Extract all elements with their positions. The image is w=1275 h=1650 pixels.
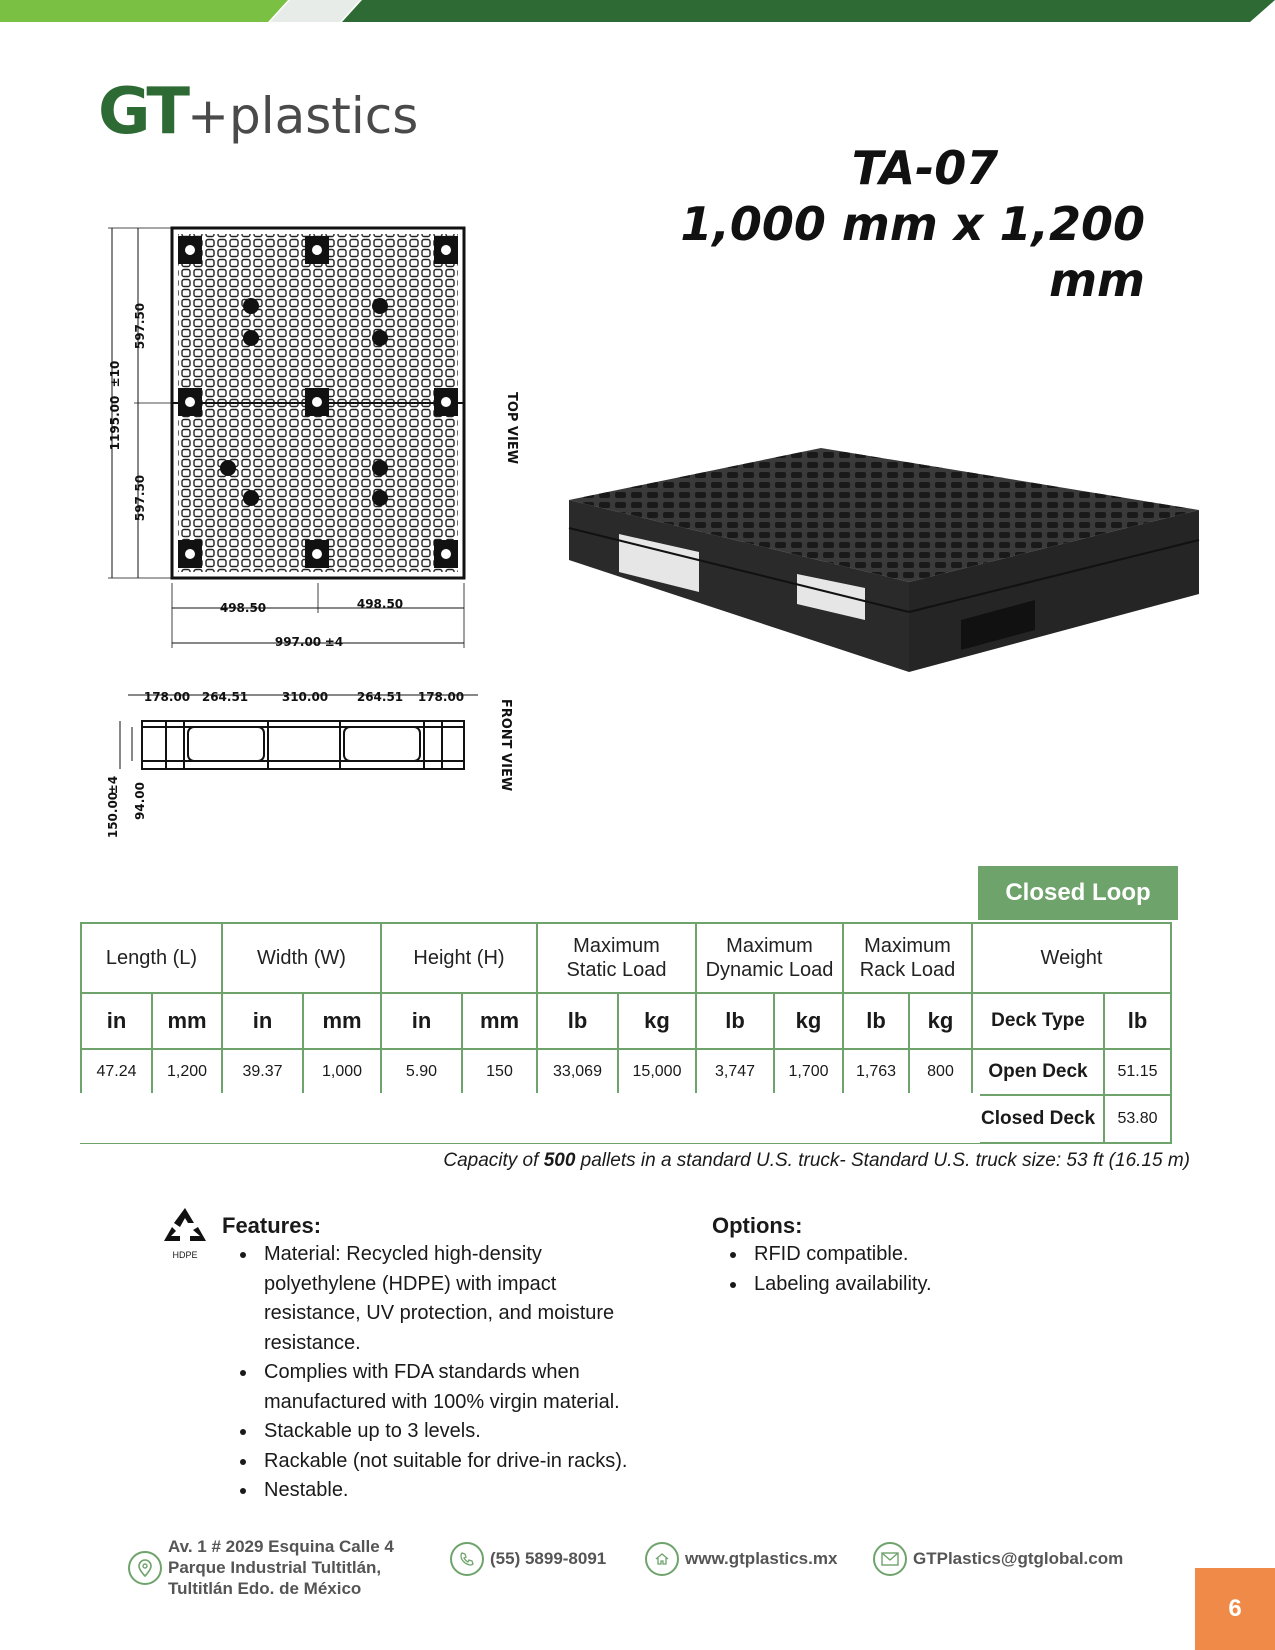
- unit-dynamic-kg: kg: [774, 993, 843, 1049]
- deck-weight-open: 51.15: [1104, 1049, 1171, 1095]
- header-rack-load: [843, 923, 972, 993]
- page-number: 6: [1195, 1568, 1275, 1650]
- table-value-row: [81, 1049, 1171, 1095]
- value-height-mm: 150: [462, 1049, 537, 1143]
- phone-icon: [450, 1542, 484, 1576]
- header-dynamic-load: [696, 923, 843, 993]
- header-rack-2: Rack Load: [859, 959, 956, 981]
- features-title: Features:: [222, 1213, 322, 1238]
- front-dim-3: 310.00: [281, 690, 329, 704]
- value-rack-kg: 800: [909, 1049, 972, 1143]
- header-weight: Weight: [972, 923, 1171, 993]
- header-length: Length (L): [81, 923, 222, 993]
- unit-rack-kg: kg: [909, 993, 972, 1049]
- hdpe-label: HDPE: [172, 1250, 198, 1260]
- unit-weight-lb: lb: [1104, 993, 1171, 1049]
- dim-total-height: 1195.00: [108, 395, 122, 451]
- header-dynamic-1: Maximum: [726, 935, 813, 957]
- top-view-label: TOP VIEW: [504, 391, 519, 465]
- top-decorative-bar: [0, 0, 1275, 22]
- header-static-1: Maximum: [573, 935, 660, 957]
- value-static-kg: 15,000: [618, 1049, 696, 1143]
- value-dynamic-lb: 3,747: [696, 1049, 774, 1143]
- deck-weight-closed: 53.80: [1104, 1095, 1171, 1143]
- unit-height-mm: mm: [462, 993, 537, 1049]
- front-view-drawing: [106, 690, 548, 895]
- product-title: [585, 140, 1145, 308]
- value-rack-lb: 1,763: [843, 1049, 909, 1143]
- unit-length-in: in: [81, 993, 152, 1049]
- company-logo: [98, 75, 428, 160]
- product-size: 1,000 mm x 1,200 mm: [680, 197, 1145, 307]
- top-view-drawing: [108, 228, 548, 688]
- front-dim-height: 150.00: [106, 791, 120, 839]
- deck-type-open: Open Deck: [972, 1049, 1104, 1095]
- features-list: [238, 1240, 658, 1506]
- list-item: • Complies with FDA standards when manufactured with 100% virgin material.: [258, 1358, 658, 1417]
- front-dim-5: 178.00: [417, 690, 465, 704]
- capacity-count: 500: [543, 1150, 576, 1171]
- unit-rack-lb: lb: [843, 993, 909, 1049]
- dim-half-width-left: 498.50: [219, 601, 267, 615]
- model-number: TA-07: [851, 141, 999, 195]
- table-mask: [78, 1093, 980, 1143]
- value-length-in: 47.24: [81, 1049, 152, 1143]
- dim-total-height-tol: ±10: [108, 360, 122, 388]
- dim-half-width-right: 498.50: [356, 597, 404, 611]
- capacity-note: [420, 1150, 1190, 1172]
- value-height-in: 5.90: [381, 1049, 462, 1143]
- recycle-hdpe-icon: [160, 1205, 210, 1261]
- value-width-mm: 1,000: [303, 1049, 381, 1143]
- email-link[interactable]: GTPlastics@gtglobal.com: [913, 1549, 1124, 1568]
- table-unit-row: [81, 993, 1171, 1049]
- footer-phone[interactable]: [450, 1542, 606, 1576]
- value-width-in: 39.37: [222, 1049, 303, 1143]
- header-dynamic-2: Dynamic Load: [705, 959, 834, 981]
- website-link[interactable]: www.gtplastics.mx: [685, 1549, 838, 1568]
- dim-half-height-top: 597.50: [133, 302, 147, 350]
- list-item: • RFID compatible.: [748, 1240, 1048, 1270]
- front-view-label: FRONT VIEW: [498, 698, 513, 792]
- header-height: Height (H): [381, 923, 537, 993]
- front-dim-4: 264.51: [356, 690, 404, 704]
- front-dim-inner-height: 94.00: [133, 782, 147, 820]
- unit-static-kg: kg: [618, 993, 696, 1049]
- value-static-lb: 33,069: [537, 1049, 618, 1143]
- unit-height-in: in: [381, 993, 462, 1049]
- unit-width-mm: mm: [303, 993, 381, 1049]
- phone-number[interactable]: (55) 5899-8091: [490, 1549, 607, 1568]
- footer-address: [128, 1536, 394, 1599]
- list-item: • Rackable (not suitable for drive-in racks).: [258, 1447, 658, 1477]
- unit-deck-type: Deck Type: [972, 993, 1104, 1049]
- list-item: • Material: Recycled high-density polyethylene (HDPE) with impact resistance, UV protection, and moisture resistance.: [258, 1240, 658, 1358]
- deck-type-closed: Closed Deck: [972, 1095, 1104, 1143]
- footer-email[interactable]: [873, 1542, 1123, 1576]
- logo-gt: GT: [98, 75, 188, 149]
- unit-dynamic-lb: lb: [696, 993, 774, 1049]
- capacity-post: pallets in a standard U.S. truck- Standard U.S. truck size: 53 ft (16.15 m): [580, 1150, 1190, 1171]
- front-dim-height-tol: ±4: [106, 775, 120, 795]
- unit-length-mm: mm: [152, 993, 222, 1049]
- unit-static-lb: lb: [537, 993, 618, 1049]
- options-list: [728, 1240, 1048, 1299]
- home-icon: [645, 1542, 679, 1576]
- list-item: • Stackable up to 3 levels.: [258, 1417, 658, 1447]
- dim-total-width: 997.00: [274, 635, 322, 649]
- closed-loop-header: Closed Loop: [978, 866, 1178, 920]
- front-dim-1: 178.00: [143, 690, 191, 704]
- logo-plastics: +plastics: [187, 87, 419, 145]
- dim-total-width-tol: ±4: [324, 635, 344, 649]
- capacity-pre: Capacity of: [443, 1150, 539, 1171]
- dim-half-height-bottom: 597.50: [133, 474, 147, 522]
- list-item: • Labeling availability.: [748, 1270, 1048, 1300]
- location-pin-icon: [128, 1551, 162, 1585]
- address-line-1: Av. 1 # 2029 Esquina Calle 4: [168, 1537, 394, 1556]
- options-title: Options:: [712, 1213, 803, 1238]
- header-rack-1: Maximum: [864, 935, 951, 957]
- address-line-2: Parque Industrial Tultitlán,: [168, 1558, 382, 1577]
- list-item: • Nestable.: [258, 1476, 658, 1506]
- unit-width-in: in: [222, 993, 303, 1049]
- value-length-mm: 1,200: [152, 1049, 222, 1143]
- table-header-row: [81, 923, 1171, 993]
- header-static-load: [537, 923, 696, 993]
- value-dynamic-kg: 1,700: [774, 1049, 843, 1143]
- address-line-3: Tultitlán Edo. de México: [168, 1579, 362, 1598]
- header-static-2: Static Load: [566, 959, 667, 981]
- footer-web[interactable]: [645, 1542, 837, 1576]
- pallet-photo: [565, 440, 1205, 730]
- front-dim-2: 264.51: [201, 690, 249, 704]
- header-width: Width (W): [222, 923, 381, 993]
- envelope-icon: [873, 1542, 907, 1576]
